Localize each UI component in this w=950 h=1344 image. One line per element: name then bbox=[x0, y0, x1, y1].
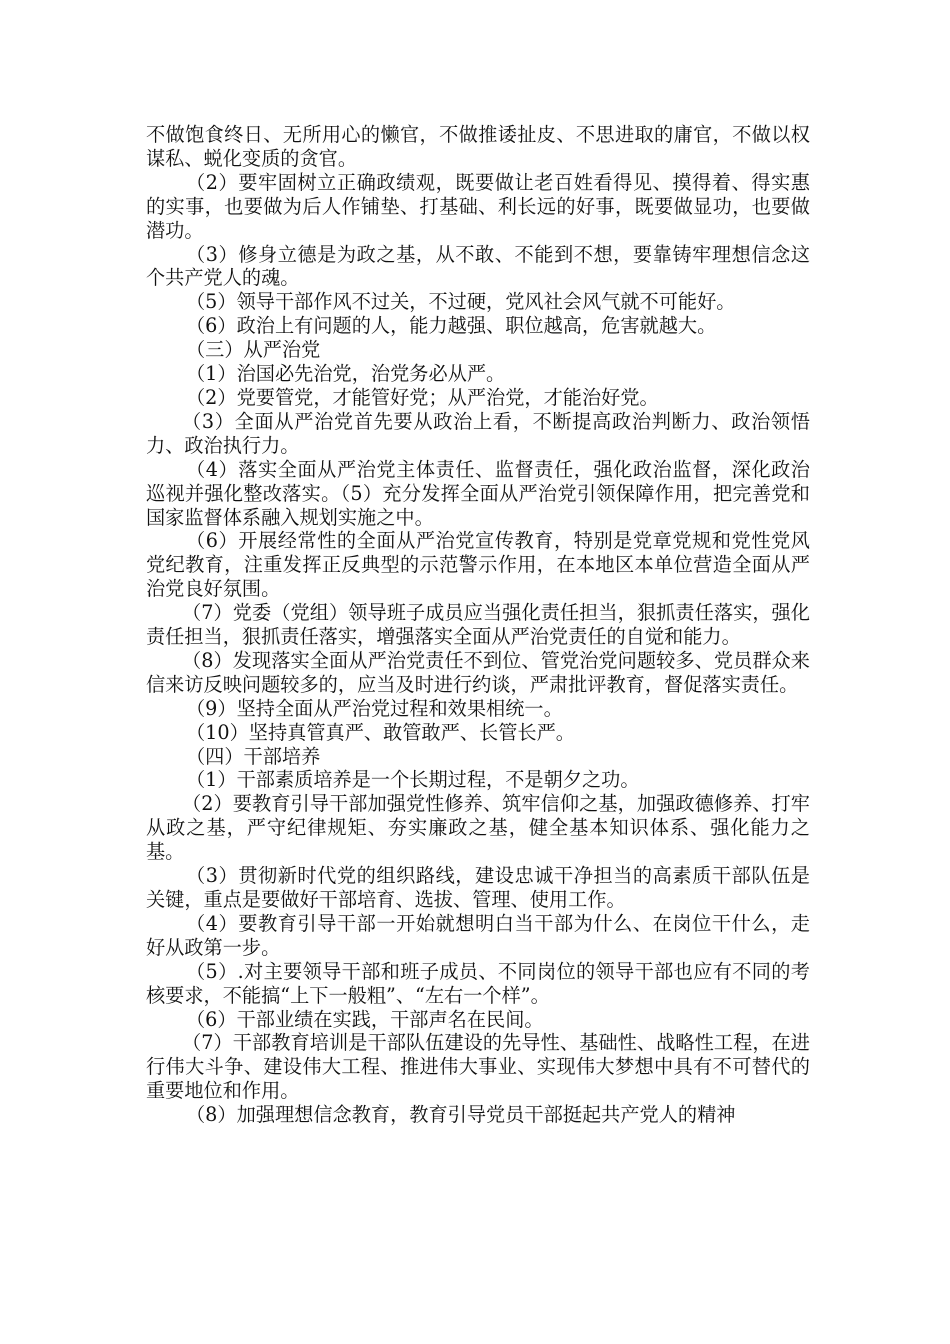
paragraph: （7）干部教育培训是干部队伍建设的先导性、基础性、战略性工程，在进行伟大斗争、建设伟大工程、推进伟大事业、实现伟大梦想中具有不可替代的重要地位和作用。 bbox=[146, 1031, 810, 1103]
paragraph: （9）坚持全面从严治党过程和效果相统一。 bbox=[186, 696, 563, 720]
paragraph: （8）加强理想信念教育，教育引导党员干部挺起共产党人的精神 bbox=[186, 1103, 736, 1127]
paragraph: （1）治国必先治党，治党务必从严。 bbox=[186, 362, 506, 386]
paragraph: （1）干部素质培养是一个长期过程，不是朝夕之功。 bbox=[186, 768, 640, 792]
paragraph: （7）党委（党组）领导班子成员应当强化责任担当，狠抓责任落实，强化责任担当，狠抓责任落实，增强落实全面从严治党责任的自觉和能力。 bbox=[146, 601, 810, 649]
paragraph: （5）领导干部作风不过关，不过硬，党风社会风气就不可能好。 bbox=[186, 290, 736, 314]
paragraph: （6）开展经常性的全面从严治党宣传教育，特别是党章党规和党性党风党纪教育，注重发挥正反典型的示范警示作用，在本地区本单位营造全面从严治党良好氛围。 bbox=[146, 529, 810, 601]
paragraph: （5）.对主要领导干部和班子成员、不同岗位的领导干部也应有不同的考核要求，不能搞“上下一般粗”、“左右一个样”。 bbox=[146, 959, 810, 1007]
paragraph: （2）要牢固树立正确政绩观，既要做让老百姓看得见、摸得着、得实惠的实事，也要做为后人作铺垫、打基础、利长远的好事，既要做显功，也要做潜功。 bbox=[146, 170, 810, 242]
section-heading: （四）干部培养 bbox=[186, 744, 321, 768]
section-heading: （三）从严治党 bbox=[186, 338, 321, 362]
paragraph: （6）政治上有问题的人，能力越强、职位越高，危害就越大。 bbox=[186, 314, 717, 338]
paragraph: （4）要教育引导干部一开始就想明白当干部为什么、在岗位干什么，走好从政第一步。 bbox=[146, 911, 810, 959]
paragraph: 不做饱食终日、无所用心的懒官，不做推诿扯皮、不思进取的庸官，不做以权谋私、蜕化变质的贪官。 bbox=[146, 123, 810, 170]
paragraph: （3）贯彻新时代党的组织路线，建设忠诚干净担当的高素质干部队伍是关键，重点是要做好干部培育、选拔、管理、使用工作。 bbox=[146, 864, 810, 911]
document-body bbox=[146, 123, 810, 1127]
paragraph: （10）坚持真管真严、敢管敢严、长管长严。 bbox=[186, 720, 575, 744]
paragraph: （2）要教育引导干部加强党性修养、筑牢信仰之基，加强政德修养、打牢从政之基，严守纪律规矩、夯实廉政之基，健全基本知识体系、强化能力之基。 bbox=[146, 792, 810, 864]
paragraph: （3）修身立德是为政之基，从不敢、不能到不想，要靠铸牢理想信念这个共产党人的魂。 bbox=[146, 242, 810, 290]
paragraph: （2）党要管党，才能管好党；从严治党，才能治好党。 bbox=[186, 385, 659, 409]
paragraph: （6）干部业绩在实践，干部声名在民间。 bbox=[186, 1007, 544, 1031]
paragraph: （3）全面从严治党首先要从政治上看，不断提高政治判断力、政治领悟力、政治执行力。 bbox=[146, 409, 810, 457]
paragraph: （8）发现落实全面从严治党责任不到位、管党治党问题较多、党员群众来信来访反映问题较多的，应当及时进行约谈，严肃批评教育，督促落实责任。 bbox=[146, 648, 810, 696]
paragraph: （4）落实全面从严治党主体责任、监督责任，强化政治监督，深化政治巡视并强化整改落实。（5）充分发挥全面从严治党引领保障作用，把完善党和国家监督体系融入规划实施之中。 bbox=[146, 457, 810, 529]
